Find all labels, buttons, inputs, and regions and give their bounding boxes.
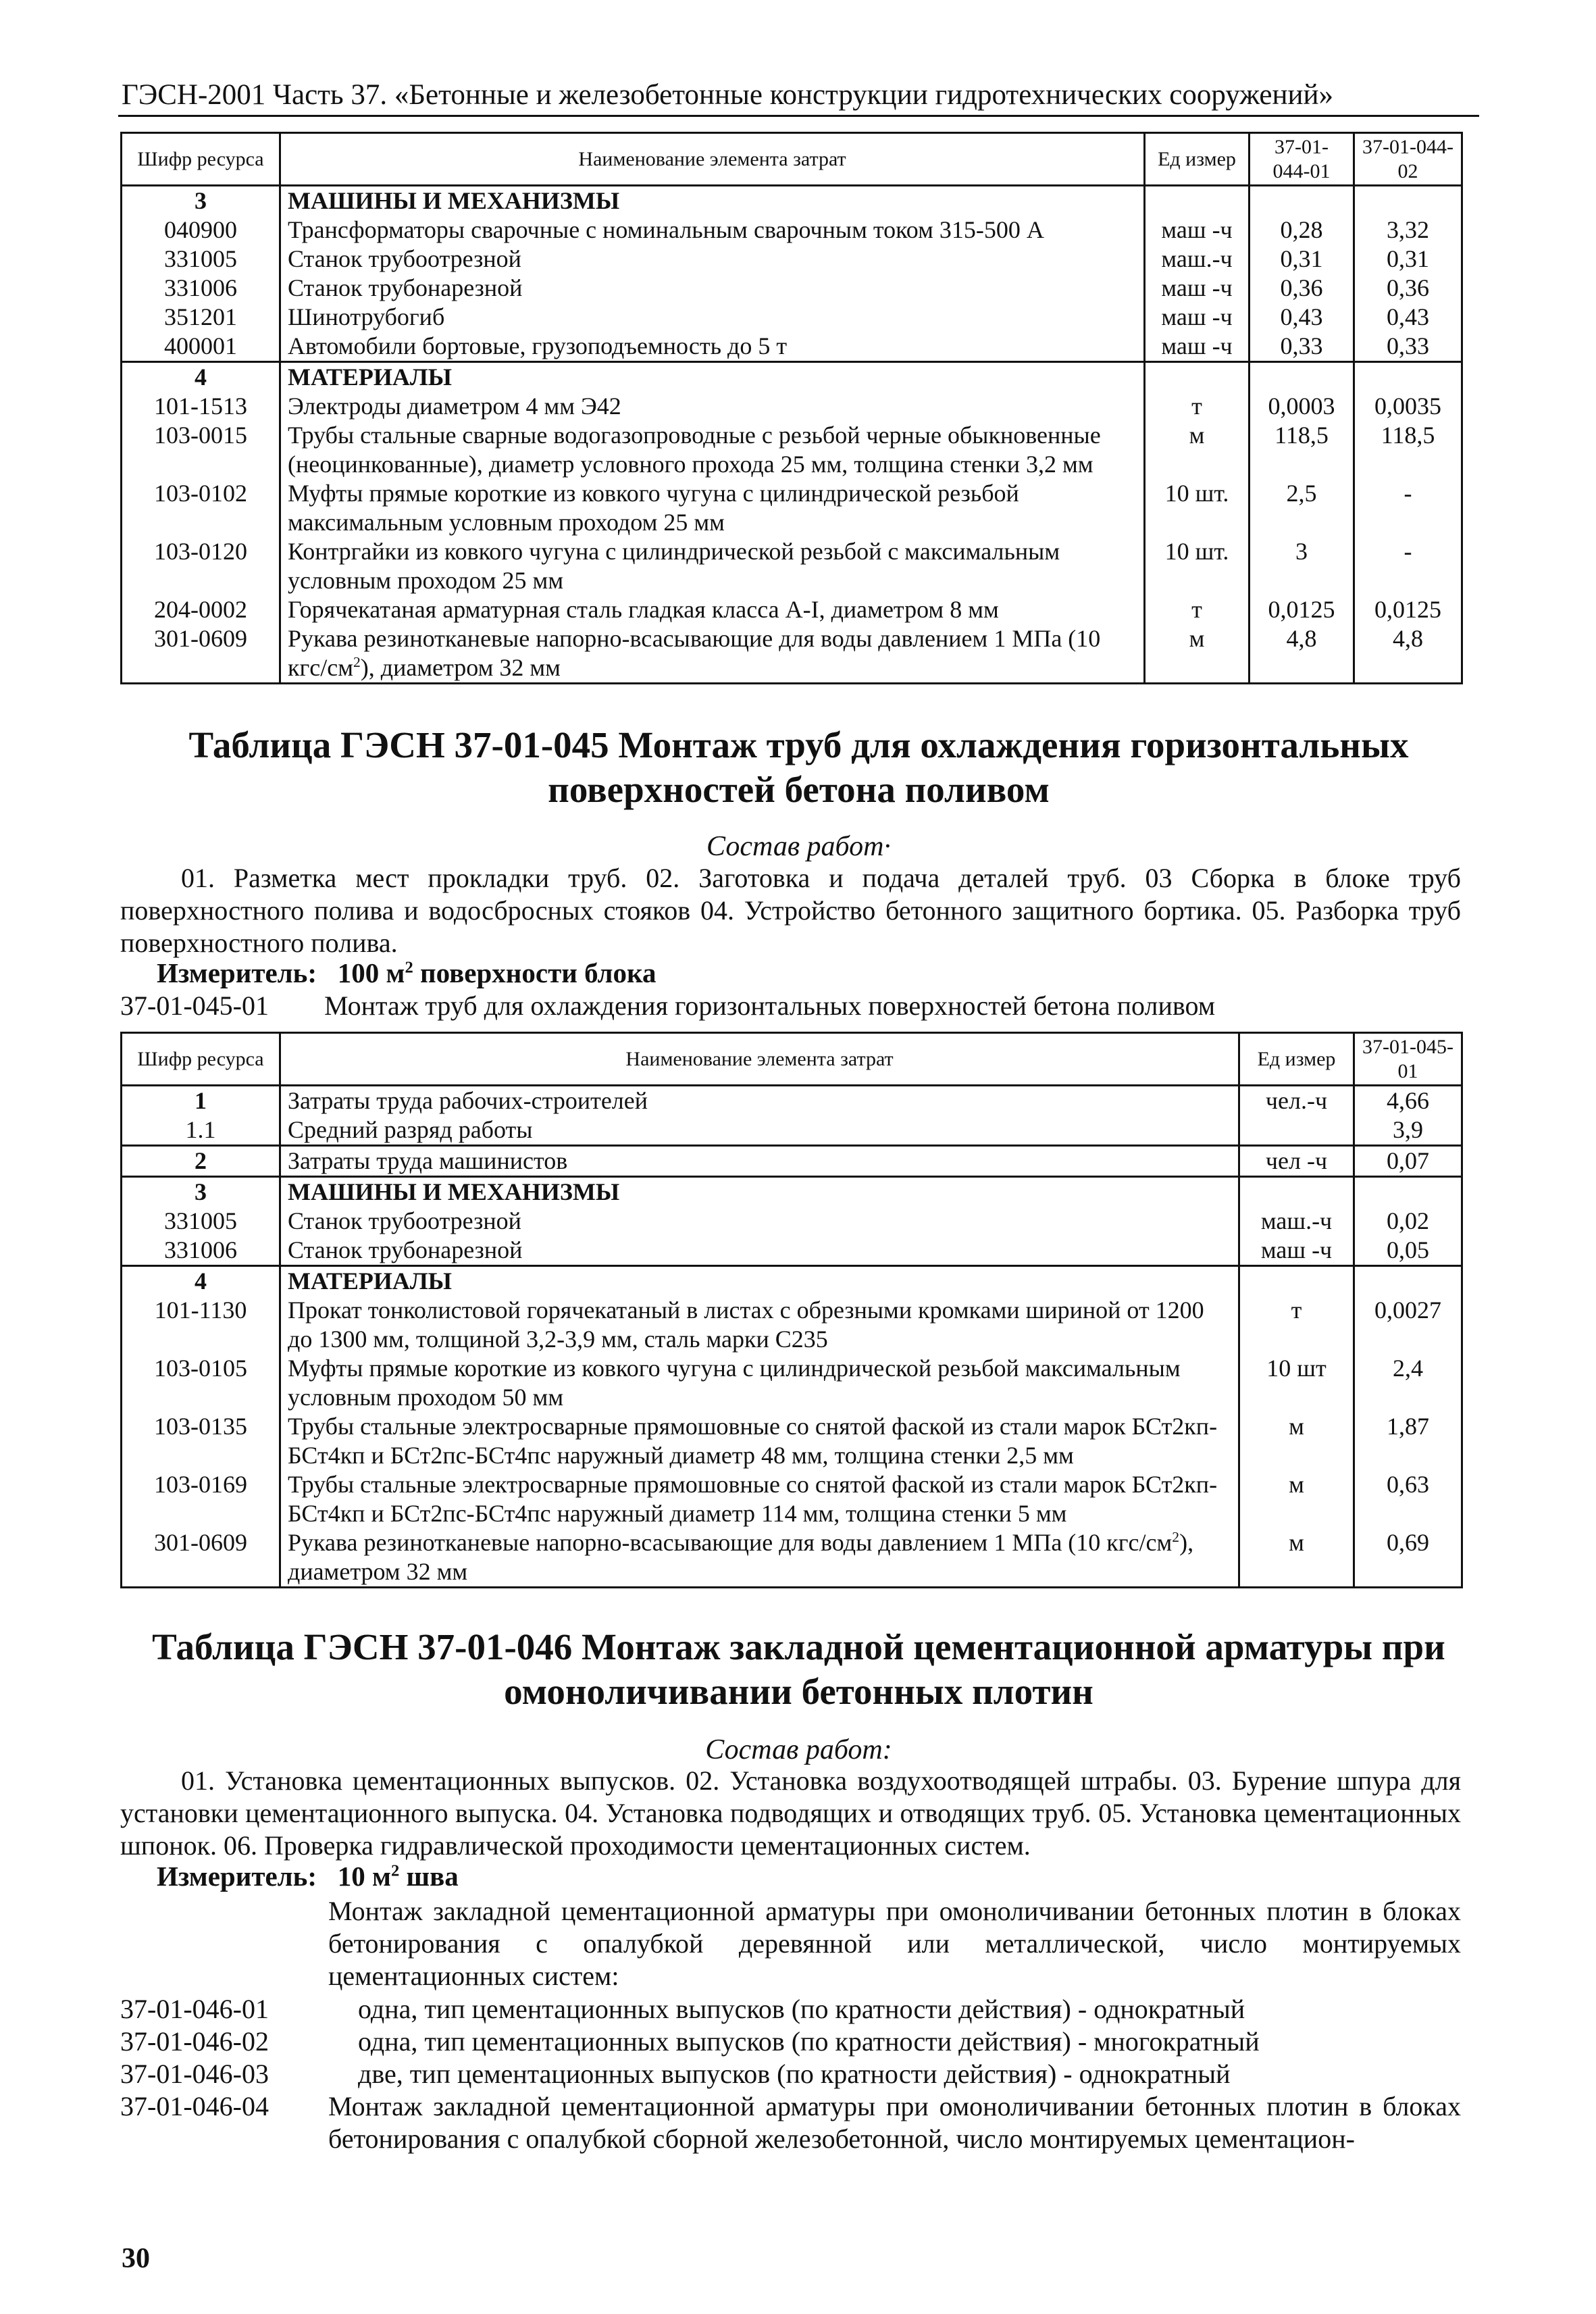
resource-code: 301-0609 (122, 624, 280, 684)
col-header-name: Наименование элемента затрат (280, 1033, 1239, 1086)
table-row (122, 216, 1462, 245)
resource-unit: маш.-ч (1239, 1207, 1354, 1236)
resource-code: 331005 (122, 1207, 280, 1236)
resource-table-045 (120, 1032, 1463, 1588)
norm-value (1250, 186, 1354, 216)
norm-value: 0,05 (1354, 1236, 1462, 1266)
col-header-name: Наименование элемента затрат (280, 133, 1145, 186)
measure-value: 100 м (337, 957, 405, 988)
resource-code: 3 (122, 186, 280, 216)
resource-name: Станок трубоотрезной (280, 1207, 1239, 1236)
norm-value: 0,43 (1250, 303, 1354, 332)
table-row (122, 392, 1462, 421)
resource-name: Станок трубонарезной (280, 1236, 1239, 1266)
norm-code: 37-01-046-01 (120, 1994, 269, 2024)
norm-value: 0,69 (1354, 1528, 1462, 1588)
norm-value (1250, 362, 1354, 393)
norm-value: 0,33 (1250, 332, 1354, 362)
resource-table-044 (120, 132, 1463, 684)
resource-unit: м (1239, 1470, 1354, 1528)
table-row (122, 479, 1462, 537)
norm-value: 0,33 (1354, 332, 1462, 362)
resource-name: Контргайки из ковкого чугуна с цилиндрической резьбой с максимальным условным проходом 25 мм (280, 537, 1145, 595)
table-row (122, 1146, 1462, 1177)
resource-code: 1.1 (122, 1115, 280, 1146)
norm-description: Монтаж закладной цементационной арматуры при омоноличивании бетонных плотин в блоках бетонирования с опалубкой сборной железобетонной, число монтируемых цементацион- (328, 2091, 1461, 2154)
resource-unit: 10 шт (1239, 1354, 1354, 1412)
resource-name: Муфты прямые короткие из ковкого чугуна с цилиндрической резьбой максимальным условным проходом 25 мм (280, 479, 1145, 537)
resource-unit (1239, 1177, 1354, 1207)
resource-name: МАТЕРИАЛЫ (280, 1266, 1239, 1297)
section-title-046: Таблица ГЭСН 37-01-046 Монтаж закладной цементационной арматуры при омоноличивании бетонных плотин (152, 1626, 1445, 1712)
resource-unit: м (1145, 421, 1250, 479)
resource-name: МАШИНЫ И МЕХАНИЗМЫ (280, 186, 1145, 216)
table-row (122, 362, 1462, 393)
running-header: ГЭСН-2001 Часть 37. «Бетонные и железобетонные конструкции гидротехнических сооружений» (122, 79, 1333, 111)
norm-code: 37-01-046-02 (120, 2026, 269, 2057)
resource-unit (1239, 1115, 1354, 1146)
norm-value (1354, 1266, 1462, 1297)
resource-name (280, 624, 1145, 684)
norm-value: 0,07 (1354, 1146, 1462, 1177)
resource-code: 103-0120 (122, 537, 280, 595)
resource-name: Прокат тонколистовой горячекатаный в листах с обрезными кромками шириной от 1200 до 1300 мм, толщиной 3,2-3,9 мм, сталь марки С235 (280, 1296, 1239, 1354)
table-row (122, 1177, 1462, 1207)
norm-value: - (1354, 537, 1462, 595)
resource-code: 331006 (122, 274, 280, 303)
norm-value: 0,0027 (1354, 1296, 1462, 1354)
norm-value: 118,5 (1250, 421, 1354, 479)
norm-value: 0,43 (1354, 303, 1462, 332)
norm-value: 0,63 (1354, 1470, 1462, 1528)
norm-value: 3,9 (1354, 1115, 1462, 1146)
resource-unit: м (1239, 1412, 1354, 1470)
resource-unit: маш -ч (1145, 332, 1250, 362)
norm-value: 3,32 (1354, 216, 1462, 245)
norm-value: 0,31 (1250, 245, 1354, 274)
measure-label: Измеритель: (157, 1861, 317, 1892)
norm-value: 1,87 (1354, 1412, 1462, 1470)
table-row (122, 537, 1462, 595)
norm-value: 4,8 (1354, 624, 1462, 684)
resource-unit: маш -ч (1239, 1236, 1354, 1266)
table-row (122, 1412, 1462, 1470)
norm-value: 0,02 (1354, 1207, 1462, 1236)
table-row (122, 332, 1462, 362)
norm-value: 0,0035 (1354, 392, 1462, 421)
resource-unit: маш -ч (1145, 303, 1250, 332)
resource-unit: маш -ч (1145, 274, 1250, 303)
resource-unit: 10 шт. (1145, 479, 1250, 537)
resource-code: 103-0135 (122, 1412, 280, 1470)
resource-name: Трубы стальные сварные водогазопроводные с резьбой черные обыкновенные (неоцинкованные), диаметр условного прохода 25 мм, толщина стенки 3,2 мм (280, 421, 1145, 479)
resource-name: Электроды диаметром 4 мм Э42 (280, 392, 1145, 421)
resource-code: 204-0002 (122, 595, 280, 624)
resource-name: Трансформаторы сварочные с номинальным сварочным током 315-500 А (280, 216, 1145, 245)
resource-name: Трубы стальные электросварные прямошовные со снятой фаской из стали марок БСт2кп-БСт4кп и БСт2пс-БСт4пс наружный диаметр 114 мм, толщина стенки 5 мм (280, 1470, 1239, 1528)
resource-name-text: ), диаметром 32 мм (288, 1529, 1194, 1585)
resource-name-text: Рукава резинотканевые напорно-всасывающие для воды давлением 1 МПа (10 кгс/см (288, 1529, 1173, 1556)
resource-name: Автомобили бортовые, грузоподъемность до 5 т (280, 332, 1145, 362)
resource-unit (1239, 1266, 1354, 1297)
norm-value: 0,31 (1354, 245, 1462, 274)
page-number: 30 (122, 2243, 150, 2274)
resource-name-text: ), диаметром 32 мм (360, 654, 561, 681)
resource-unit: м (1145, 624, 1250, 684)
resource-name: МАТЕРИАЛЫ (280, 362, 1145, 393)
table-header-row (122, 1033, 1462, 1086)
resource-name: Затраты труда машинистов (280, 1146, 1239, 1177)
resource-code: 400001 (122, 332, 280, 362)
norm-value: 0,0003 (1250, 392, 1354, 421)
norm-description: две, тип цементационных выпусков (по кратности действия) - однократный (358, 2059, 1231, 2089)
norm-value: 0,0125 (1354, 595, 1462, 624)
table-row (122, 186, 1462, 216)
resource-name: Трубы стальные электросварные прямошовные со снятой фаской из стали марок БСт2кп-БСт4кп и БСт2пс-БСт4пс наружный диаметр 48 мм, толщина стенки 2,5 мм (280, 1412, 1239, 1470)
resource-code: 2 (122, 1146, 280, 1177)
resource-name: Средний разряд работы (280, 1115, 1239, 1146)
superscript: 2 (405, 958, 413, 977)
resource-code: 101-1513 (122, 392, 280, 421)
measure-unit (157, 956, 657, 990)
norm-value: 3 (1250, 537, 1354, 595)
measure-value: 10 м (337, 1861, 391, 1892)
norm-code: 37-01-045-01 (120, 990, 269, 1021)
resource-name: Муфты прямые короткие из ковкого чугуна с цилиндрической резьбой максимальным условным проходом 50 мм (280, 1354, 1239, 1412)
resource-code: 101-1130 (122, 1296, 280, 1354)
col-header-unit: Ед измер (1239, 1033, 1354, 1086)
resource-unit: т (1145, 392, 1250, 421)
resource-unit (1145, 186, 1250, 216)
resource-unit: м (1239, 1528, 1354, 1588)
resource-code: 331005 (122, 245, 280, 274)
norm-value (1354, 186, 1462, 216)
col-header-norm-045-01: 37-01-045-01 (1354, 1033, 1462, 1086)
measure-label: Измеритель: (157, 957, 317, 988)
norm-description: одна, тип цементационных выпусков (по кратности действия) - многократный (358, 2026, 1260, 2057)
table-row (122, 1528, 1462, 1588)
superscript: 2 (353, 654, 361, 670)
measure-tail: шва (399, 1861, 459, 1892)
table-row (122, 1266, 1462, 1297)
resource-unit: маш -ч (1145, 216, 1250, 245)
table-row (122, 303, 1462, 332)
section-title-045: Таблица ГЭСН 37-01-045 Монтаж труб для охлаждения горизонтальных поверхностей бетона поливом (188, 724, 1409, 810)
col-header-norm-044-02: 37-01-044-02 (1354, 133, 1462, 186)
resource-name: МАШИНЫ И МЕХАНИЗМЫ (280, 1177, 1239, 1207)
resource-unit: т (1145, 595, 1250, 624)
resource-code: 103-0105 (122, 1354, 280, 1412)
table-header-row (122, 133, 1462, 186)
norm-code: 37-01-046-03 (120, 2059, 269, 2089)
resource-name: Затраты труда рабочих-строителей (280, 1086, 1239, 1116)
superscript: 2 (1172, 1529, 1180, 1545)
resource-name-text: Рукава резинотканевые напорно-всасывающие для воды давлением 1 МПа (10 кгс/см (288, 625, 1101, 681)
table-row (122, 1115, 1462, 1146)
resource-unit: т (1239, 1296, 1354, 1354)
resource-unit (1145, 362, 1250, 393)
table-row (122, 624, 1462, 684)
resource-code: 351201 (122, 303, 280, 332)
table-row (122, 1354, 1462, 1412)
norm-value: 0,28 (1250, 216, 1354, 245)
composition-text: 01. Разметка мест прокладки труб. 02. Заготовка и подача деталей труб. 03 Сборка в блоке труб поверхностного полива и водосбросных стояков 04. Устройство бетонного защитного бортика. 05. Разборка труб поверхностного полива. (120, 863, 1461, 958)
norm-value: 2,5 (1250, 479, 1354, 537)
resource-code: 103-0102 (122, 479, 280, 537)
norm-value: 4,66 (1354, 1086, 1462, 1116)
table-row (122, 1086, 1462, 1116)
col-header-code: Шифр ресурса (122, 133, 280, 186)
norm-value (1354, 362, 1462, 393)
resource-name (280, 1528, 1239, 1588)
resource-code: 040900 (122, 216, 280, 245)
resource-code: 103-0169 (122, 1470, 280, 1528)
resource-name: Станок трубоотрезной (280, 245, 1145, 274)
resource-name: Шинотрубогиб (280, 303, 1145, 332)
resource-code: 331006 (122, 1236, 280, 1266)
table-row (122, 245, 1462, 274)
norm-value: 0,36 (1354, 274, 1462, 303)
table-row (122, 595, 1462, 624)
resource-code: 301-0609 (122, 1528, 280, 1588)
composition-text: 01. Установка цементационных выпусков. 02. Установка воздухоотводящей штрабы. 03. Бурение шпура для установки цементационного выпуска. 04. Установка подводящих и отводящих труб. 05. Установка цементационных шпонок. 06. Проверка гидравлической проходимости цементационных систем. (120, 1765, 1461, 1861)
resource-code: 4 (122, 362, 280, 393)
resource-name: Станок трубонарезной (280, 274, 1145, 303)
resource-code: 1 (122, 1086, 280, 1116)
table-row (122, 274, 1462, 303)
norm-value (1354, 1177, 1462, 1207)
resource-unit: 10 шт. (1145, 537, 1250, 595)
norm-value: 0,36 (1250, 274, 1354, 303)
norm-value: 0,0125 (1250, 595, 1354, 624)
resource-unit: чел.-ч (1239, 1086, 1354, 1116)
table-row (122, 1296, 1462, 1354)
norm-value: 118,5 (1354, 421, 1462, 479)
norm-value: 4,8 (1250, 624, 1354, 684)
norm-value: 2,4 (1354, 1354, 1462, 1412)
resource-code: 3 (122, 1177, 280, 1207)
measure-unit (157, 1859, 459, 1893)
norm-code: 37-01-046-04 (120, 2091, 269, 2121)
header-rule (118, 115, 1479, 117)
measure-tail: поверхности блока (413, 957, 657, 988)
table-row (122, 1470, 1462, 1528)
resource-unit: чел -ч (1239, 1146, 1354, 1177)
table-row (122, 421, 1462, 479)
superscript: 2 (390, 1861, 400, 1880)
table-row (122, 1207, 1462, 1236)
resource-unit: маш.-ч (1145, 245, 1250, 274)
resource-code: 103-0015 (122, 421, 280, 479)
composition-heading: Состав работ· (706, 831, 891, 862)
col-header-unit: Ед измер (1145, 133, 1250, 186)
resource-name: Горячекатаная арматурная сталь гладкая класса А-I, диаметром 8 мм (280, 595, 1145, 624)
norm-description: Монтаж труб для охлаждения горизонтальных поверхностей бетона поливом (324, 990, 1216, 1021)
table-row (122, 1236, 1462, 1266)
col-header-norm-044-01: 37-01-044-01 (1250, 133, 1354, 186)
norm-description: одна, тип цементационных выпусков (по кратности действия) - однократный (358, 1994, 1245, 2024)
norm-group-description: Монтаж закладной цементационной арматуры при омоноличивании бетонных плотин в блоках бетонирования с опалубкой деревянной или металлической, число монтируемых цементационных систем: (328, 1896, 1461, 1991)
composition-heading: Состав работ: (705, 1734, 892, 1765)
col-header-code: Шифр ресурса (122, 1033, 280, 1086)
resource-code: 4 (122, 1266, 280, 1297)
norm-value: - (1354, 479, 1462, 537)
